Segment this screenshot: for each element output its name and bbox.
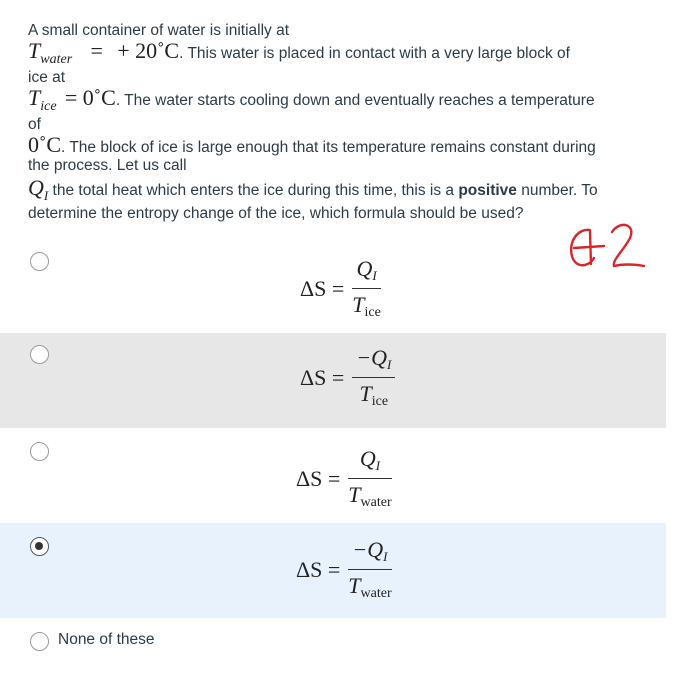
question-line-2 [28, 38, 668, 69]
equals-sign: = [90, 38, 103, 63]
answer-option-4[interactable] [0, 523, 666, 618]
question-line-7 [28, 157, 668, 175]
radio-button-selected[interactable] [30, 537, 49, 556]
question-text-segment: the total heat which enters the ice during this time, this is a [48, 182, 459, 199]
question-line-4 [28, 85, 668, 116]
t-water-subscript: water [40, 52, 73, 67]
fraction [348, 537, 391, 602]
question-text-segment: ice at [28, 69, 66, 86]
numerator-symbol: −Q [352, 537, 384, 562]
question-line-3 [28, 69, 668, 87]
ice-temperature: = 0˚C [64, 85, 116, 110]
answer-option-2[interactable] [0, 333, 666, 428]
numerator-symbol: −Q [356, 345, 388, 370]
numerator [348, 537, 391, 569]
q-symbol: Q [28, 175, 44, 200]
denominator-symbol: T [348, 573, 361, 599]
denominator [348, 479, 391, 511]
formula [296, 446, 392, 511]
formula-lhs: ΔS = [300, 364, 345, 390]
numerator-subscript: I [387, 357, 392, 372]
question-text-segment: of [28, 116, 41, 133]
numerator-subscript: I [383, 549, 388, 564]
fraction [348, 446, 391, 511]
question-text [28, 22, 668, 223]
formula [300, 345, 395, 410]
question-line-5 [28, 116, 668, 134]
t-ice-symbol: T [28, 85, 41, 110]
denominator [352, 289, 381, 321]
numerator-symbol: Q [356, 256, 373, 281]
final-temperature: 0˚C [28, 132, 61, 157]
question-text-segment: number. To [516, 182, 598, 199]
numerator-symbol: Q [359, 446, 376, 471]
numerator [356, 446, 384, 478]
denominator-subscript: water [360, 586, 392, 602]
radio-button[interactable] [30, 252, 49, 271]
numerator [352, 256, 380, 288]
denominator-subscript: ice [371, 394, 389, 410]
denominator-symbol: T [348, 482, 361, 508]
denominator [360, 378, 389, 410]
formula-lhs: ΔS = [296, 465, 341, 491]
question-text-segment: . The water starts cooling down and eventually reaches a temperature [115, 92, 595, 109]
radio-button[interactable] [30, 442, 49, 461]
numerator-subscript: I [375, 458, 381, 473]
question-text-segment: A small container of water is initially at [28, 22, 290, 39]
answer-option-1[interactable] [0, 238, 666, 330]
t-water-symbol: T [28, 38, 41, 63]
denominator-symbol: T [359, 381, 372, 407]
question-text-segment: the process. Let us call [28, 157, 187, 174]
emphasis-positive: positive [458, 182, 517, 199]
question-line-6 [28, 132, 668, 157]
numerator-subscript: I [372, 268, 377, 283]
formula [296, 537, 392, 602]
fraction [352, 345, 395, 410]
question-text-segment: . The block of ice is large enough that its temperature remains constant during [61, 139, 596, 156]
radio-button-none[interactable] [30, 632, 49, 651]
fraction [352, 256, 381, 321]
question-text-segment: determine the entropy change of the ice, which formula should be used? [28, 205, 524, 222]
formula-lhs: ΔS = [300, 275, 345, 301]
numerator [352, 345, 395, 377]
formula-lhs: ΔS = [296, 556, 341, 582]
question-text-segment: . This water is placed in contact with a very large block of [179, 45, 570, 62]
t-ice-subscript: ice [40, 99, 57, 114]
denominator-symbol: T [352, 292, 365, 318]
q-subscript: I [43, 188, 49, 203]
denominator-subscript: ice [364, 305, 381, 321]
initial-temperature: + 20˚C [117, 38, 180, 63]
denominator-subscript: water [360, 495, 392, 511]
formula [300, 256, 381, 321]
option-none-label[interactable]: None of these [58, 631, 155, 648]
question-line-8 [28, 175, 668, 205]
radio-button[interactable] [30, 345, 49, 364]
denominator [348, 570, 391, 602]
answer-option-3[interactable] [0, 428, 666, 523]
